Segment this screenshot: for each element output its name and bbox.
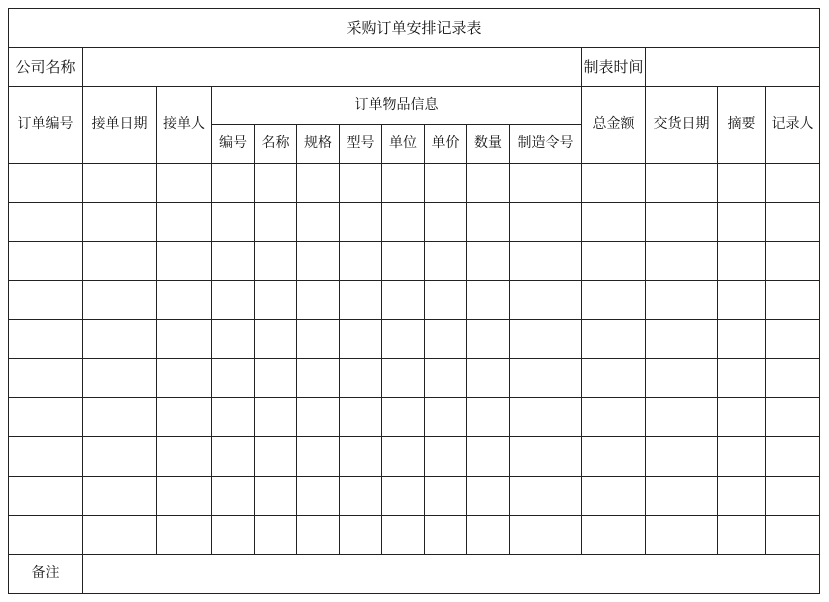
table-cell[interactable]	[425, 202, 467, 241]
table-cell[interactable]	[9, 359, 83, 398]
created-time-field[interactable]	[646, 48, 820, 87]
order-arrangement-form	[8, 8, 819, 594]
table-cell[interactable]	[212, 515, 255, 554]
table-cell[interactable]	[766, 241, 820, 280]
table-cell[interactable]	[83, 437, 157, 476]
table-cell[interactable]	[382, 241, 425, 280]
table-cell[interactable]	[255, 320, 297, 359]
table-cell[interactable]	[255, 202, 297, 241]
table-cell[interactable]	[212, 202, 255, 241]
table-cell[interactable]	[467, 476, 510, 515]
header-total-amount: 总金额	[582, 87, 646, 163]
header-item-quantity: 数量	[467, 125, 510, 163]
table-cell[interactable]	[212, 280, 255, 319]
table-cell[interactable]	[9, 163, 83, 202]
table-cell[interactable]	[255, 241, 297, 280]
header-delivery-date: 交货日期	[646, 87, 718, 163]
table-cell[interactable]	[340, 163, 382, 202]
table-cell[interactable]	[510, 202, 582, 241]
table-cell[interactable]	[157, 476, 212, 515]
table-cell[interactable]	[582, 476, 646, 515]
remarks-label: 备注	[9, 554, 83, 593]
table-cell[interactable]	[83, 476, 157, 515]
table-cell[interactable]	[255, 359, 297, 398]
table-cell[interactable]	[467, 398, 510, 437]
table-cell[interactable]	[582, 359, 646, 398]
table-cell[interactable]	[255, 280, 297, 319]
table-row	[9, 202, 820, 241]
table-cell[interactable]	[582, 437, 646, 476]
table-cell[interactable]	[9, 320, 83, 359]
table-cell[interactable]	[467, 202, 510, 241]
header-summary: 摘要	[718, 87, 766, 163]
table-row	[9, 359, 820, 398]
table-cell[interactable]	[83, 202, 157, 241]
table-cell[interactable]	[255, 398, 297, 437]
table-cell[interactable]	[255, 515, 297, 554]
table-cell[interactable]	[425, 476, 467, 515]
table-cell[interactable]	[510, 398, 582, 437]
table-cell[interactable]	[9, 398, 83, 437]
table-cell[interactable]	[340, 202, 382, 241]
table-cell[interactable]	[766, 359, 820, 398]
table-cell[interactable]	[297, 437, 340, 476]
table-cell[interactable]	[157, 515, 212, 554]
table-cell[interactable]	[340, 241, 382, 280]
header-item-name: 名称	[255, 125, 297, 163]
table-cell[interactable]	[425, 515, 467, 554]
table-cell[interactable]	[157, 320, 212, 359]
table-cell[interactable]	[297, 398, 340, 437]
table-cell[interactable]	[212, 320, 255, 359]
table-cell[interactable]	[340, 515, 382, 554]
table-cell[interactable]	[718, 320, 766, 359]
table-cell[interactable]	[212, 163, 255, 202]
table-row	[9, 515, 820, 554]
table-cell[interactable]	[718, 280, 766, 319]
table-cell[interactable]	[382, 320, 425, 359]
table-cell[interactable]	[766, 163, 820, 202]
table-cell[interactable]	[766, 202, 820, 241]
table-cell[interactable]	[9, 202, 83, 241]
header-manufacturing-order-no: 制造令号	[510, 125, 582, 163]
table-cell[interactable]	[467, 320, 510, 359]
header-item-price: 单价	[425, 125, 467, 163]
table-cell[interactable]	[510, 359, 582, 398]
company-name-label: 公司名称	[9, 48, 83, 87]
table-cell[interactable]	[9, 437, 83, 476]
table-cell[interactable]	[83, 241, 157, 280]
header-item-model: 型号	[340, 125, 382, 163]
table-cell[interactable]	[157, 163, 212, 202]
table-cell[interactable]	[718, 476, 766, 515]
table-cell[interactable]	[425, 398, 467, 437]
header-receive-date: 接单日期	[83, 87, 157, 163]
table-cell[interactable]	[510, 163, 582, 202]
table-cell[interactable]	[510, 515, 582, 554]
created-time-label: 制表时间	[582, 48, 646, 87]
table-cell[interactable]	[510, 320, 582, 359]
table-cell[interactable]	[340, 320, 382, 359]
table-cell[interactable]	[582, 280, 646, 319]
table-cell[interactable]	[582, 241, 646, 280]
company-name-field[interactable]	[83, 48, 582, 87]
table-cell[interactable]	[646, 320, 718, 359]
table-cell[interactable]	[467, 359, 510, 398]
table-cell[interactable]	[425, 359, 467, 398]
table-cell[interactable]	[297, 359, 340, 398]
table-cell[interactable]	[467, 241, 510, 280]
table-row	[9, 163, 820, 202]
table-cell[interactable]	[255, 163, 297, 202]
table-cell[interactable]	[157, 437, 212, 476]
table-cell[interactable]	[157, 398, 212, 437]
table-cell[interactable]	[83, 515, 157, 554]
table-cell[interactable]	[425, 163, 467, 202]
table-cell[interactable]	[718, 398, 766, 437]
table-row	[9, 241, 820, 280]
table-cell[interactable]	[9, 241, 83, 280]
table-cell[interactable]	[382, 437, 425, 476]
table-cell[interactable]	[9, 476, 83, 515]
table-cell[interactable]	[83, 163, 157, 202]
table-cell[interactable]	[382, 359, 425, 398]
table-cell[interactable]	[510, 241, 582, 280]
remarks-field[interactable]	[83, 554, 820, 593]
table-cell[interactable]	[646, 163, 718, 202]
table-cell[interactable]	[766, 280, 820, 319]
table-cell[interactable]	[340, 398, 382, 437]
header-item-info-group: 订单物品信息	[212, 87, 582, 125]
table-cell[interactable]	[83, 359, 157, 398]
data-rows	[9, 163, 820, 554]
table-cell[interactable]	[582, 515, 646, 554]
table-cell[interactable]	[212, 241, 255, 280]
table-cell[interactable]	[297, 202, 340, 241]
table-cell[interactable]	[766, 476, 820, 515]
table-cell[interactable]	[467, 437, 510, 476]
table-cell[interactable]	[297, 515, 340, 554]
table-row	[9, 437, 820, 476]
table-cell[interactable]	[425, 437, 467, 476]
table-row	[9, 398, 820, 437]
table-cell[interactable]	[425, 241, 467, 280]
table-cell[interactable]	[255, 476, 297, 515]
table-cell[interactable]	[646, 398, 718, 437]
table-cell[interactable]	[157, 280, 212, 319]
table-cell[interactable]	[83, 320, 157, 359]
table-cell[interactable]	[718, 437, 766, 476]
table-cell[interactable]	[382, 280, 425, 319]
table-cell[interactable]	[425, 280, 467, 319]
table-cell[interactable]	[646, 359, 718, 398]
table-cell[interactable]	[766, 320, 820, 359]
table-cell[interactable]	[212, 437, 255, 476]
table-cell[interactable]	[157, 202, 212, 241]
table-cell[interactable]	[157, 359, 212, 398]
table-cell[interactable]	[646, 241, 718, 280]
table-cell[interactable]	[382, 398, 425, 437]
table-cell[interactable]	[718, 241, 766, 280]
table-cell[interactable]	[467, 515, 510, 554]
table-cell[interactable]	[646, 280, 718, 319]
table-cell[interactable]	[297, 163, 340, 202]
table-cell[interactable]	[297, 476, 340, 515]
header-item-unit: 单位	[382, 125, 425, 163]
table-cell[interactable]	[646, 476, 718, 515]
form-title: 采购订单安排记录表	[9, 9, 820, 48]
table-cell[interactable]	[718, 359, 766, 398]
table-cell[interactable]	[582, 320, 646, 359]
table-cell[interactable]	[212, 476, 255, 515]
table-cell[interactable]	[467, 163, 510, 202]
table-cell[interactable]	[646, 202, 718, 241]
form-table	[8, 8, 820, 594]
table-cell[interactable]	[467, 280, 510, 319]
table-cell[interactable]	[718, 163, 766, 202]
table-cell[interactable]	[646, 437, 718, 476]
table-cell[interactable]	[9, 280, 83, 319]
header-receiver: 接单人	[157, 87, 212, 163]
table-row	[9, 476, 820, 515]
table-cell[interactable]	[646, 515, 718, 554]
table-cell[interactable]	[582, 202, 646, 241]
table-cell[interactable]	[766, 398, 820, 437]
table-cell[interactable]	[212, 359, 255, 398]
table-cell[interactable]	[340, 359, 382, 398]
table-row	[9, 280, 820, 319]
table-cell[interactable]	[582, 163, 646, 202]
table-cell[interactable]	[510, 437, 582, 476]
table-cell[interactable]	[340, 476, 382, 515]
table-cell[interactable]	[382, 476, 425, 515]
header-item-spec: 规格	[297, 125, 340, 163]
table-cell[interactable]	[382, 163, 425, 202]
table-cell[interactable]	[382, 202, 425, 241]
header-recorder: 记录人	[766, 87, 820, 163]
table-cell[interactable]	[510, 280, 582, 319]
header-item-no: 编号	[212, 125, 255, 163]
table-cell[interactable]	[766, 437, 820, 476]
table-cell[interactable]	[582, 398, 646, 437]
header-order-no: 订单编号	[9, 87, 83, 163]
table-cell[interactable]	[425, 320, 467, 359]
table-cell[interactable]	[83, 280, 157, 319]
table-cell[interactable]	[83, 398, 157, 437]
table-cell[interactable]	[718, 515, 766, 554]
table-cell[interactable]	[340, 280, 382, 319]
table-cell[interactable]	[297, 320, 340, 359]
table-cell[interactable]	[766, 515, 820, 554]
table-cell[interactable]	[510, 476, 582, 515]
table-cell[interactable]	[382, 515, 425, 554]
table-cell[interactable]	[212, 398, 255, 437]
table-cell[interactable]	[718, 202, 766, 241]
table-cell[interactable]	[9, 515, 83, 554]
table-cell[interactable]	[255, 437, 297, 476]
table-row	[9, 320, 820, 359]
table-cell[interactable]	[340, 437, 382, 476]
table-cell[interactable]	[297, 241, 340, 280]
table-cell[interactable]	[297, 280, 340, 319]
table-cell[interactable]	[157, 241, 212, 280]
